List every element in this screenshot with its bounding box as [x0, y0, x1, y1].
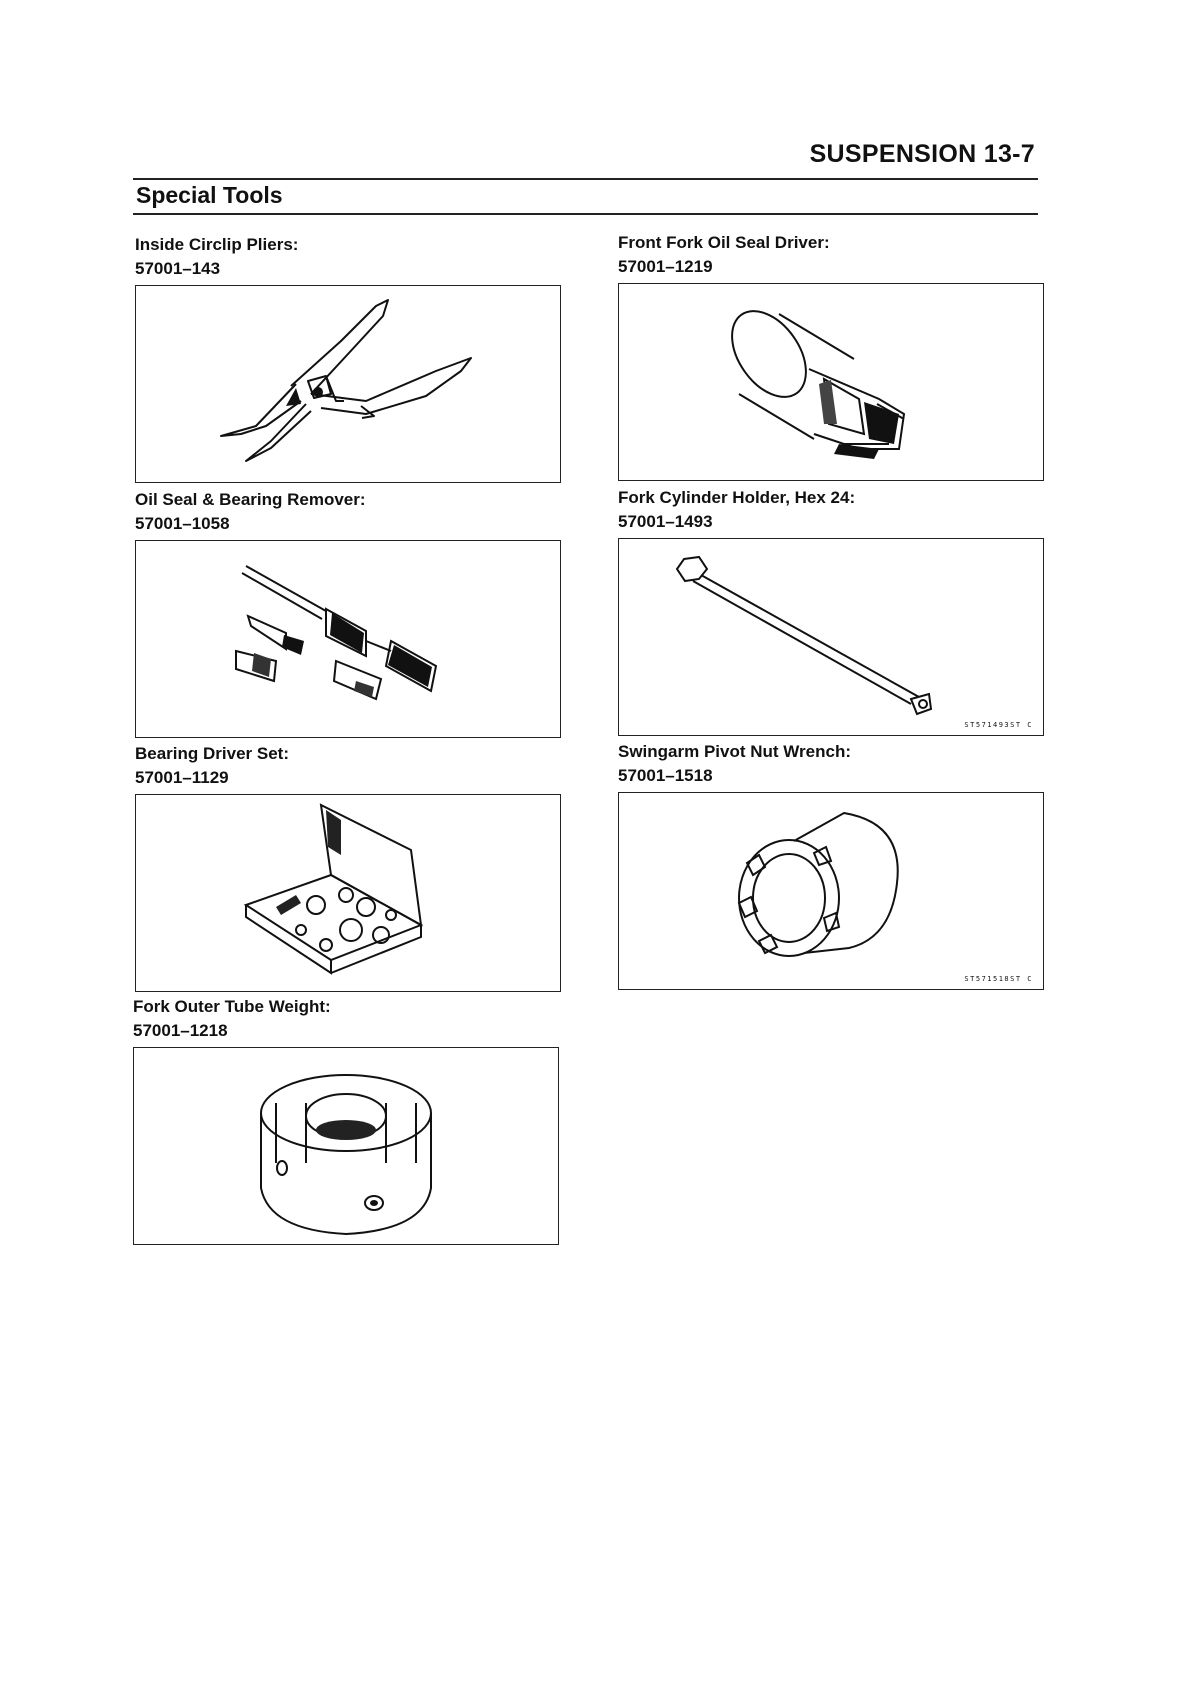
tool-number: 57001–1218	[133, 1021, 228, 1040]
tool-item	[618, 486, 1046, 736]
bearing-remover-icon	[136, 541, 560, 737]
section-rule	[133, 213, 1038, 215]
tool-item	[135, 488, 563, 738]
bearing-driver-set-icon	[136, 795, 560, 991]
tool-item	[618, 231, 1046, 481]
tool-number: 57001–1058	[135, 514, 230, 533]
tool-name: Swingarm Pivot Nut Wrench:	[618, 742, 851, 761]
section-title: Special Tools	[136, 182, 283, 208]
pivot-nut-wrench-icon	[619, 793, 1043, 989]
tool-name: Inside Circlip Pliers:	[135, 235, 299, 254]
tool-number: 57001–1129	[135, 768, 229, 787]
tool-number: 57001–143	[135, 259, 221, 278]
tool-name: Fork Cylinder Holder, Hex 24:	[618, 488, 856, 507]
oil-seal-driver-icon	[619, 284, 1043, 480]
tool-item	[135, 742, 563, 992]
tool-item	[135, 233, 563, 483]
tool-illustration-frame	[135, 540, 561, 738]
tool-illustration-frame	[133, 1047, 559, 1245]
fork-cylinder-holder-icon	[619, 539, 1043, 735]
figure-code: ST571493ST C	[964, 721, 1033, 729]
tool-illustration-frame	[618, 538, 1044, 736]
tool-illustration-frame	[618, 283, 1044, 481]
page-header-title: SUSPENSION 13-7	[809, 140, 1035, 168]
tool-name: Fork Outer Tube Weight:	[133, 997, 331, 1016]
tool-number: 57001–1493	[618, 512, 713, 531]
tool-name: Front Fork Oil Seal Driver:	[618, 233, 830, 252]
figure-code: ST571518ST C	[964, 975, 1033, 983]
tool-illustration-frame	[135, 794, 561, 992]
tool-number: 57001–1219	[618, 257, 713, 276]
tool-name: Bearing Driver Set:	[135, 744, 289, 763]
tool-item	[133, 995, 561, 1245]
circlip-pliers-icon	[136, 286, 560, 482]
outer-tube-weight-icon	[134, 1048, 558, 1244]
tool-name: Oil Seal & Bearing Remover:	[135, 490, 366, 509]
tool-illustration-frame	[135, 285, 561, 483]
tool-illustration-frame	[618, 792, 1044, 990]
header-rule	[133, 178, 1038, 180]
tool-item	[618, 740, 1046, 990]
tool-number: 57001–1518	[618, 766, 713, 785]
